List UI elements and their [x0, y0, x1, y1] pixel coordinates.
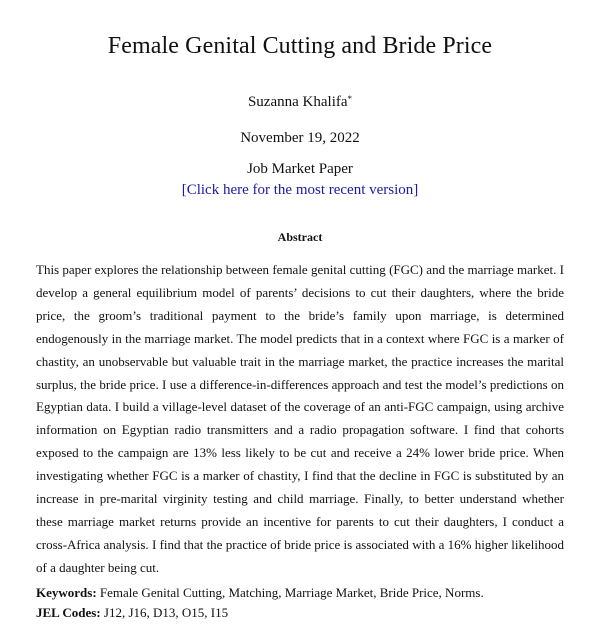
author-name: Suzanna Khalifa	[247, 94, 348, 110]
paper-date: November 19, 2022	[240, 130, 360, 146]
abstract-text: This paper explores the relationship between female genital cutting (FGC) and the marriage market. I develop a general equilibrium model of parents’ decisions to cut their daughters, where the bride price, the groom’s traditional payment to the bride’s family upon marriage, is determined endogenously in the marriage market. The model predicts that in a context where FGC is a marker of chastity, an unobservable but valuable trait in the marriage market, the practice increases the marital surplus, the bride price. I use a difference-in-differences approach and test the model’s predictions on Egyptian data. I build a village-level dataset of the coverage of an anti-FGC campaign, using archive information on Egyptian radio transmitters and a radio propagation software. I find that cohorts exposed to the campaign are 13% less likely to be cut and receive a 24% lower bride price. When investigating whether FGC is a marker of chastity, I find that the decline in FGC is substituted by an increase in pre-marital virginity testing and child marriage. Finally, to better understand whether these marriage market returns provide an incentive for parents to cut their daughters, I conduct a cross-Africa analysis. I find that the practice of bride price is associated with a 16% higher likelihood of a daughter being cut.	[36, 262, 564, 575]
paper-title: Female Genital Cutting and Bride Price	[107, 33, 493, 59]
author-footnote-mark: *	[347, 94, 353, 104]
jel-codes-line	[36, 604, 576, 621]
author-line	[0, 93, 600, 111]
jel-value: J12, J16, D13, O15, I15	[103, 605, 229, 620]
recent-version-link[interactable]: [Click here for the most recent version]	[181, 182, 419, 198]
abstract-heading: Abstract	[277, 230, 323, 244]
jel-label: JEL Codes:	[36, 605, 101, 620]
keywords-line	[36, 584, 576, 601]
paper-subtitle: Job Market Paper	[247, 161, 353, 177]
keywords-value: Female Genital Cutting, Matching, Marriage Market, Bride Price, Norms.	[99, 585, 484, 600]
keywords-label: Keywords:	[36, 585, 97, 600]
